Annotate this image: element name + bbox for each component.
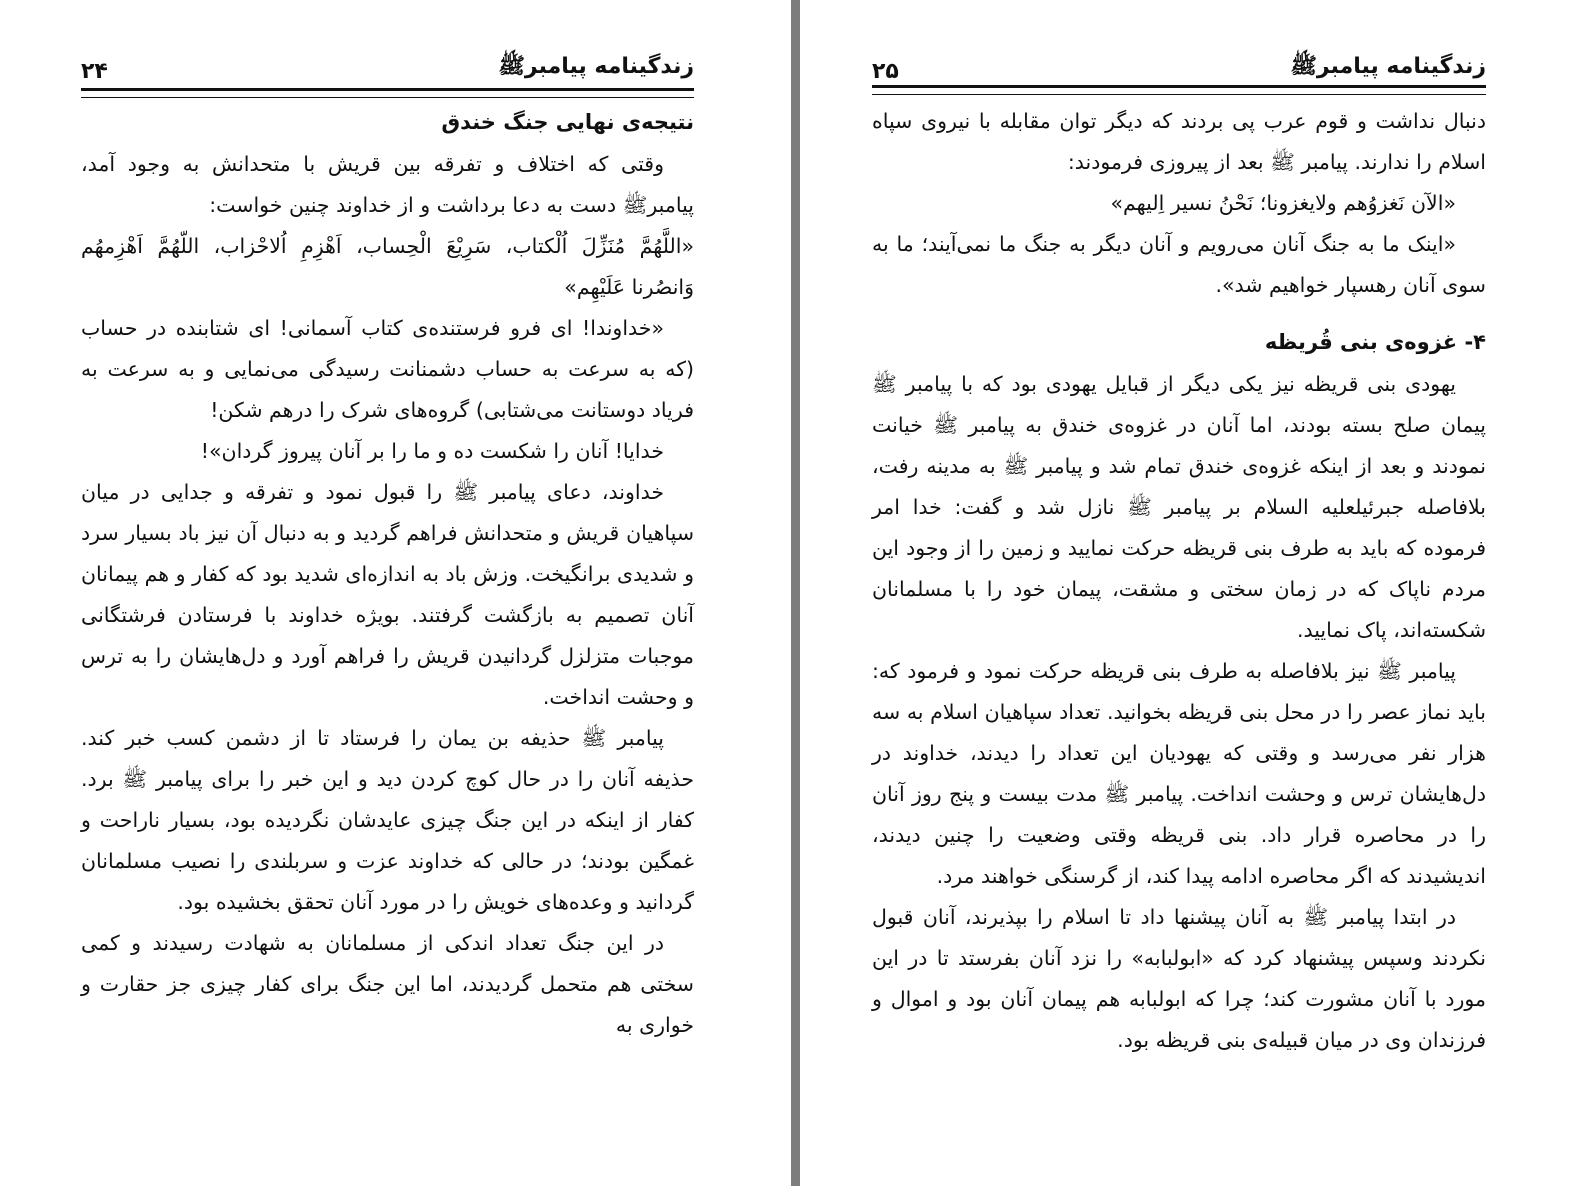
paragraph: یهودی بنی قریظه نیز یکی دیگر از قبایل یهودی بود که با پیامبر ﷺ پیمان صلح بسته بودند، اما آنان در غزوه‌ی خندق به پیامبر ﷺ خیانت نمودند و بعد از اینکه غزوه‌ی خندق تمام شد و پیامبر ﷺ به مدینه رفت، بلافاصله جبرئیلعليه السلام بر پیامبر ﷺ نازل شد و گفت: خدا امر فرموده که باید به طرف بنی قریظه حرکت نمایید و زمین را از وجود این مردم ناپاک که در زمان سختی و مشقت، پیمان خود را با مسلمانان شکسته‌اند، پاک نمایید. (872, 372, 1486, 642)
header-rule (872, 85, 1486, 95)
paragraph: خداوند، دعای پیامبر ﷺ را قبول نمود و تفرقه و جدایی در میان سپاهیان قریش و متحدانش فراهم گردید و به دنبال آن نیز باد بسیار سرد و شدیدی برانگیخت. وزش باد به اندازه‌ای شدید بود که کفار و هم پیمانان آنان تصمیم به بازگشت گرفتند. بویژه خداوند با فرستادن فرشتگانی موجبات متزلزل گردانیدن قریش را فراهم آورد و دل‌هایشان را به ترس و وحشت انداخت. (81, 480, 694, 709)
arabic-prayer: «اللَّهُمَّ مُنَزِّلَ اُلْكتاب، سَرِيْعَ الْحِساب، اَهْزِمِ اُلاحْزاب، اللّهُمَّ اَهْزِمهُم وَانصُرنا عَلَيْهِم» (81, 234, 694, 299)
paragraph: «اینک ما به جنگ آنان می‌رویم و آنان دیگر به جنگ ما نمی‌آیند؛ ما به سوی آنان رهسپار خواهیم شد». (872, 232, 1486, 297)
left-page-body (81, 100, 694, 1046)
arabic-quote: «الآن نَغزوُهم ولایغزونا؛ نَحْنُ نسیر اِلیهم» (1110, 191, 1456, 215)
section-heading: نتیجه‌ی نهایی جنگ خندق (441, 110, 694, 134)
paragraph: در این جنگ تعداد اندکی از مسلمانان به شهادت رسیدند و کمی سختی هم متحمل گردیدند، اما این جنگ برای کفار چیزی جز حقارت و خواری به (81, 931, 694, 1037)
paragraph: وقتی که اختلاف و تفرقه بین قریش با متحدانش به وجود آمد، پیامبرﷺ دست به دعا برداشت و از خداوند چنین خواست: (81, 152, 694, 217)
running-title: زندگینامه پیامبرﷺ (1290, 54, 1486, 79)
right-page-body (872, 101, 1486, 1061)
paragraph: در ابتدا پیامبر ﷺ به آنان پیشنها داد تا اسلام را بپذیرند، آنان قبول نکردند وسپس پیشنهاد کرد که «ابولبابه» را نزد آنان بفرستد تا در این مورد با آنان مشورت کند؛ چرا که ابولبابه هم پیمان آنان بود و اموال و فرزندان وی در میان قبیله‌ی بنی قریظه بود. (872, 905, 1486, 1052)
section-heading: ۴- غزوه‌ی بنی قُریظه (1264, 330, 1486, 354)
right-page-header (872, 44, 1486, 84)
page-number: ۲۴ (81, 59, 108, 84)
running-title: زندگینامه پیامبرﷺ (498, 54, 694, 79)
header-rule (81, 88, 694, 98)
paragraph: «خداوندا! ای فرو فرستنده‌ی کتاب آسمانی! ای شتابنده در حساب (که به سرعت به حساب دشمنانت رسیدگی می‌نمایی و به سرعت به فریاد دوستانت می‌شتابی) گروه‌های شرک را درهم شکن! (81, 316, 694, 422)
right-page (808, 0, 1591, 1186)
paragraph: خدایا! آنان را شکست ده و ما را بر آنان پیروز گردان»! (200, 439, 664, 463)
book-gutter (783, 0, 808, 1186)
gutter-bar (791, 0, 800, 1186)
page-number: ۲۵ (872, 59, 899, 84)
paragraph: پیامبر ﷺ حذیفه بن یمان را فرستاد تا از دشمن کسب خبر کند. حذیفه آنان را در حال کوچ کردن دید و این خبر را برای پیامبر ﷺ برد. کفار از اینکه در این جنگ چیزی عایدشان نگردیده بود، بسیار ناراحت و غمگین بودند؛ در حالی که خداوند عزت و سربلندی را نصیب مسلمانان گردانید و وعده‌های خویش را در مورد آنان تحقق بخشیده بود. (81, 726, 694, 914)
paragraph: دنبال نداشت و قوم عرب پی بردند که دیگر توان مقابله با نیروی سپاه اسلام را ندارند. پیامبر ﷺ بعد از پیروزی فرمودند: (872, 109, 1486, 174)
left-page-header (81, 44, 694, 84)
left-page (0, 0, 783, 1186)
paragraph: پیامبر ﷺ نیز بلافاصله به طرف بنی قریظه حرکت نمود و فرمود که: باید نماز عصر را در محل بنی قریظه بخوانید. تعداد سپاهیان اسلام به سه هزار نفر می‌رسد و وقتی که یهودیان این تعداد را دیدند، خداوند در دل‌هایشان ترس و وحشت انداخت. پیامبر ﷺ مدت بیست و پنج روز آنان را در محاصره قرار داد. بنی قریظه وقتی وضعیت را چنین دیدند، اندیشیدند که اگر محاصره ادامه پیدا کند، از گرسنگی خواهند مرد. (872, 659, 1486, 888)
